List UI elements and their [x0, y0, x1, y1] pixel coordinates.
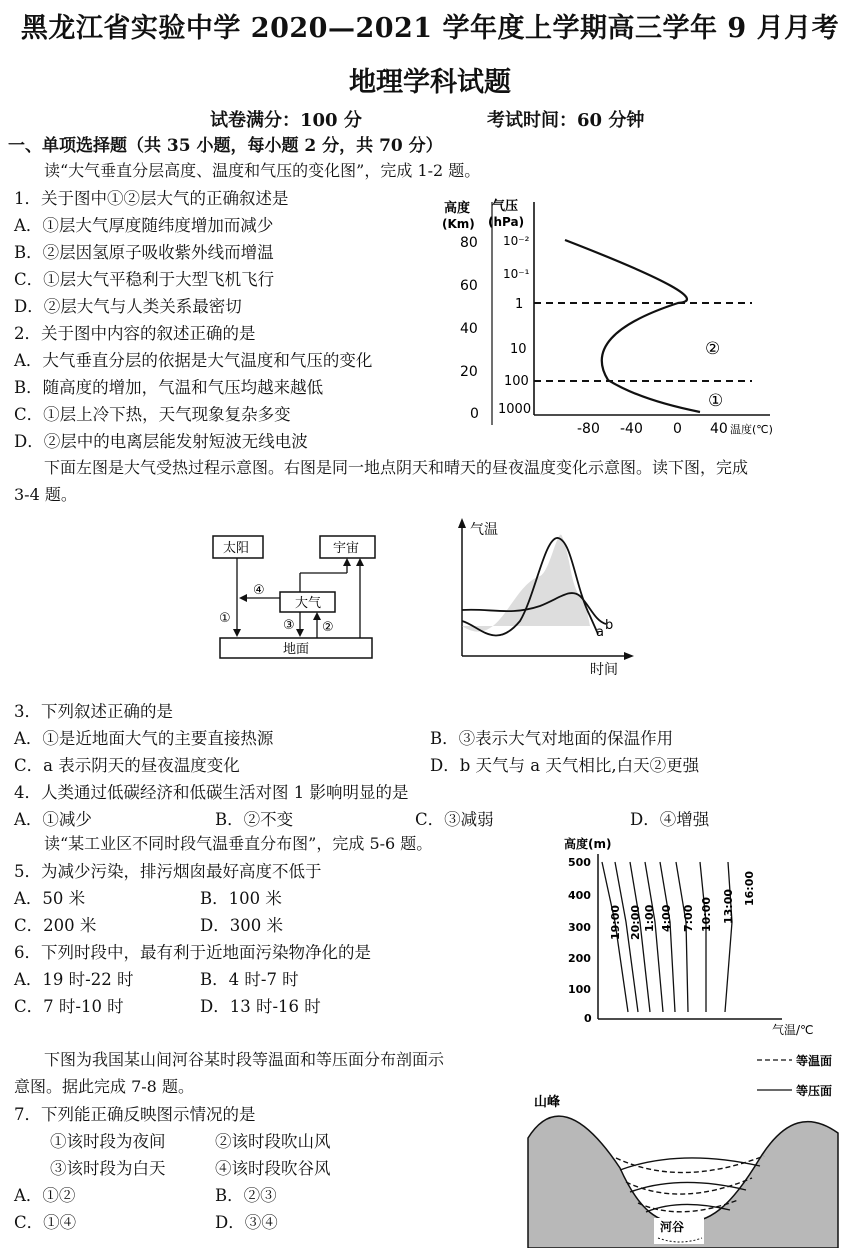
valley-label: 河谷	[660, 1220, 685, 1234]
q2-option-d[interactable]: D．②层中的电离层能发射短波无线电波	[14, 432, 308, 451]
height-tick-40: 40	[460, 321, 478, 337]
q6-stem: 6．下列时段中，最有利于近地面污染物净化的是	[14, 943, 371, 962]
sun-label: 太阳	[223, 541, 250, 556]
temp-tick-40: 40	[710, 421, 728, 437]
q5-stem: 5．为减少污染，排污烟囱最好高度不低于	[14, 862, 322, 881]
q7-option-c[interactable]: C．①④	[14, 1213, 77, 1232]
q5-option-a[interactable]: A．50 米	[14, 889, 86, 908]
q4-stem: 4．人类通过低碳经济和低碳生活对图 1 影响明显的是	[14, 783, 409, 802]
arrow-label-3: ③	[283, 618, 295, 633]
q3-stem: 3．下列叙述正确的是	[14, 702, 173, 721]
intro-q3-4-line2: 3-4 题。	[14, 485, 77, 504]
q7-item-2: ②该时段吹山风	[215, 1132, 331, 1151]
full-score: 试卷满分：100 分	[210, 110, 362, 131]
profile-height-label: 高度(m)	[564, 837, 612, 851]
atmospheric-heating-figure	[205, 528, 385, 663]
intro-q3-4-line1: 下面左图是大气受热过程示意图。右图是同一地点阴天和晴天的昼夜温度变化示意图。读下图，完成	[44, 458, 749, 477]
height-tick-0: 0	[470, 406, 479, 422]
temperature-axis-label: 气温	[470, 522, 498, 538]
time-label-1600: 16:00	[743, 870, 756, 906]
pressure-tick-1e-1: 10⁻¹	[503, 267, 530, 281]
y-tick-100: 100	[568, 983, 591, 996]
arrow-label-2: ②	[322, 620, 334, 635]
q1-option-b[interactable]: B．②层因氢原子吸收紫外线而增温	[14, 243, 274, 262]
y-tick-400: 400	[568, 889, 591, 902]
exam-time: 考试时间：60 分钟	[487, 110, 645, 131]
exam-title: 黑龙江省实验中学 2020—2021 学年度上学期高三学年 9 月月考	[20, 13, 840, 44]
pressure-label: 气压	[492, 199, 519, 214]
time-label-1900: 19:00	[609, 904, 622, 940]
time-label-2000: 20:00	[629, 904, 642, 940]
q7-option-d[interactable]: D．③④	[215, 1213, 278, 1232]
industrial-temperature-profile-figure	[560, 832, 830, 1037]
pressure-tick-10: 10	[510, 342, 527, 357]
section-heading: 一、单项选择题（共 35 小题，每小题 2 分，共 70 分）	[8, 136, 443, 156]
time-label-1000: 10:00	[700, 896, 713, 932]
q3-option-c[interactable]: C．a 表示阴天的昼夜温度变化	[14, 756, 240, 775]
intro-q1-2: 读“大气垂直分层高度、温度和气压的变化图”，完成 1-2 题。	[44, 161, 481, 180]
time-axis-label: 时间	[590, 662, 618, 678]
arrow-label-4: ④	[253, 583, 265, 598]
curve-a-label: a	[596, 625, 604, 640]
y-tick-0: 0	[584, 1012, 592, 1025]
pressure-tick-1e-2: 10⁻²	[503, 234, 530, 248]
temp-axis-label: 温度(℃)	[730, 423, 773, 436]
q7-option-a[interactable]: A．①②	[14, 1186, 76, 1205]
q3-option-b[interactable]: B．③表示大气对地面的保温作用	[430, 729, 674, 748]
temp-tick-n80: -80	[577, 421, 600, 437]
q2-option-a[interactable]: A．大气垂直分层的依据是大气温度和气压的变化	[14, 351, 373, 370]
q5-option-c[interactable]: C．200 米	[14, 916, 97, 935]
time-label-700: 7:00	[682, 904, 695, 932]
pressure-tick-1000: 1000	[498, 402, 532, 417]
height-tick-20: 20	[460, 364, 478, 380]
q1-option-a[interactable]: A．①层大气厚度随纬度增加而减少	[14, 216, 274, 235]
temp-tick-0: 0	[673, 421, 682, 437]
q1-option-c[interactable]: C．①层大气平稳利于大型飞机飞行	[14, 270, 275, 289]
layer1-label: ①	[708, 391, 724, 411]
temp-tick-n40: -40	[620, 421, 643, 437]
curve-b-label: b	[605, 618, 614, 633]
time-label-1300: 13:00	[722, 888, 735, 924]
q3-option-d[interactable]: D．b 天气与 a 天气相比,白天②更强	[430, 756, 700, 775]
q3-option-a[interactable]: A．①是近地面大气的主要直接热源	[14, 729, 274, 748]
q5-option-d[interactable]: D．300 米	[200, 916, 283, 935]
arrow-label-1: ①	[219, 611, 231, 626]
day-night-temperature-figure	[450, 516, 640, 681]
height-label: 高度	[444, 201, 471, 216]
layer2-label: ②	[705, 339, 721, 359]
q7-item-3: ③该时段为白天	[50, 1159, 166, 1178]
q6-option-b[interactable]: B．4 时-7 时	[200, 970, 299, 989]
intro-q5-6: 读“某工业区不同时段气温垂直分布图”，完成 5-6 题。	[44, 834, 433, 853]
q4-option-a[interactable]: A．①减少	[14, 810, 92, 829]
q7-item-4: ④该时段吹谷风	[215, 1159, 331, 1178]
q1-option-d[interactable]: D．②层大气与人类关系最密切	[14, 297, 242, 316]
peak-label: 山峰	[534, 1095, 561, 1110]
temperature-curve	[565, 240, 700, 412]
q2-option-b[interactable]: B．随高度的增加，气温和气压均越来越低	[14, 378, 324, 397]
time-label-100: 1:00	[643, 904, 656, 932]
q7-stem: 7．下列能正确反映图示情况的是	[14, 1105, 256, 1124]
y-tick-500: 500	[568, 856, 591, 869]
y-tick-200: 200	[568, 952, 591, 965]
q6-option-c[interactable]: C．7 时-10 时	[14, 997, 124, 1016]
time-label-400: 4:00	[660, 904, 673, 932]
legend-isotherm: 等温面	[796, 1054, 833, 1068]
q4-option-b[interactable]: B．②不变	[215, 810, 294, 829]
height-unit: (Km)	[442, 217, 475, 231]
pressure-tick-100: 100	[504, 374, 529, 389]
y-tick-300: 300	[568, 921, 591, 934]
q2-option-c[interactable]: C．①层上冷下热，天气现象复杂多变	[14, 405, 291, 424]
height-tick-60: 60	[460, 278, 478, 294]
q2-stem: 2．关于图中内容的叙述正确的是	[14, 324, 256, 343]
q4-option-d[interactable]: D．④增强	[630, 810, 710, 829]
q4-option-c[interactable]: C．③减弱	[415, 810, 494, 829]
ground-label: 地面	[283, 642, 310, 657]
q5-option-b[interactable]: B．100 米	[200, 889, 282, 908]
pressure-unit: (hPa)	[488, 215, 525, 229]
q1-stem: 1．关于图中①②层大气的正确叙述是	[14, 189, 289, 208]
height-tick-80: 80	[460, 235, 478, 251]
legend-isobar: 等压面	[796, 1084, 833, 1098]
valley-section-figure	[520, 1048, 850, 1248]
atmosphere-layer-figure	[440, 190, 790, 440]
q6-option-a[interactable]: A．19 时-22 时	[14, 970, 134, 989]
atmosphere-label: 大气	[295, 596, 322, 611]
intro-q7-8-line2: 意图。据此完成 7-8 题。	[14, 1077, 194, 1096]
intro-q7-8-line1: 下图为我国某山间河谷某时段等温面和等压面分布剖面示	[44, 1050, 445, 1069]
q7-option-b[interactable]: B．②③	[215, 1186, 277, 1205]
exam-subtitle: 地理学科试题	[349, 67, 511, 98]
space-label: 宇宙	[333, 541, 360, 556]
q7-item-1: ①该时段为夜间	[50, 1132, 166, 1151]
q6-option-d[interactable]: D．13 时-16 时	[200, 997, 321, 1016]
pressure-tick-1: 1	[515, 297, 524, 312]
profile-temp-axis-label: 气温/℃	[772, 1023, 814, 1037]
